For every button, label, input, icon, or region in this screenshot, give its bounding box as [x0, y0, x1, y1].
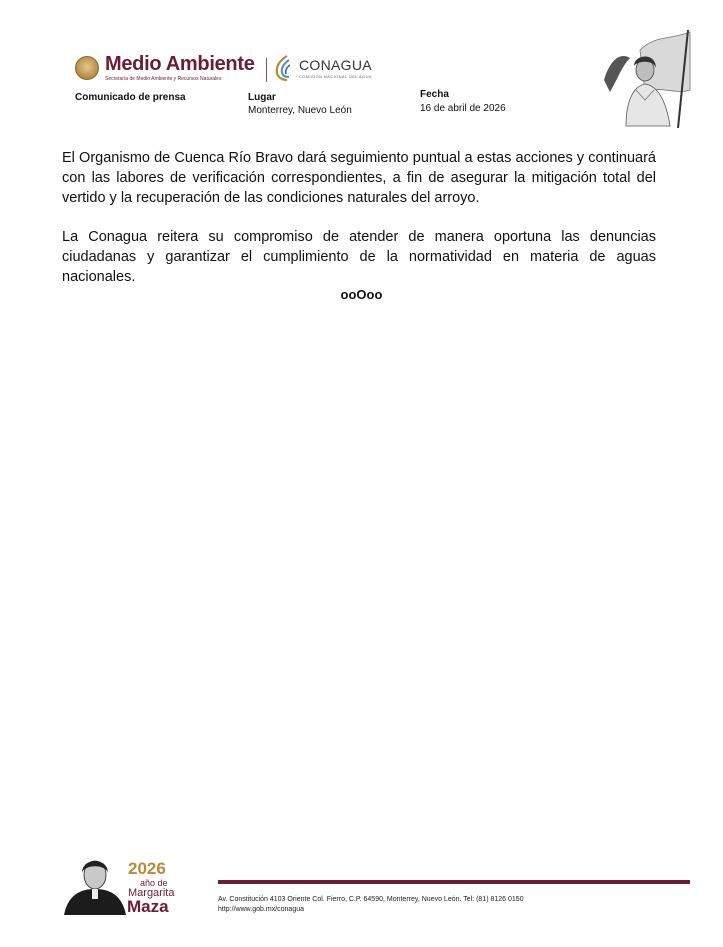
- location-value: Monterrey, Nuevo León: [248, 105, 352, 116]
- location-label: Lugar: [248, 92, 276, 103]
- press-release-label: Comunicado de prensa: [75, 92, 186, 103]
- body-paragraph-1: El Organismo de Cuenca Río Bravo dará seguimiento puntual a estas acciones y continuará con las labores de verificación correspondientes, a fin de asegurar la mitigación total del vertido y la recuperación de las condiciones naturales del arroyo.: [62, 150, 656, 206]
- footer-address: Av. Constitución 4103 Oriente Col. Fierro, C.P. 64590, Monterrey, Nuevo León. Tel: (81) 8126 0150: [218, 896, 524, 903]
- date-value: 16 de abril de 2026: [420, 103, 506, 114]
- conagua-drop-icon: [275, 55, 295, 81]
- conagua-logo: [275, 55, 372, 81]
- year-name-first: Margarita: [128, 887, 175, 899]
- closing-mark: ooOoo: [340, 287, 383, 302]
- year-subtitle: año de: [140, 878, 168, 888]
- body-paragraph-2: La Conagua reitera su compromiso de atender de manera oportuna las denuncias ciudadanas y garantizar el cumplimiento de la normatividad en materia de aguas nacionales.: [62, 229, 656, 285]
- year-number: 2026: [128, 859, 166, 878]
- medio-ambiente-logo: [75, 54, 255, 82]
- logo-divider: [266, 58, 267, 82]
- conagua-title: CONAGUA: [299, 56, 372, 73]
- coat-of-arms-icon: [75, 56, 99, 80]
- footer-divider: [218, 880, 690, 884]
- woman-with-flag-illustration: [600, 30, 692, 128]
- date-label: Fecha: [420, 89, 449, 100]
- margarita-maza-portrait: [62, 855, 128, 915]
- year-name-last: Maza: [127, 897, 169, 916]
- medio-ambiente-title: Medio Ambiente: [105, 53, 255, 75]
- conagua-subtitle: COMISIÓN NACIONAL DEL AGUA: [299, 73, 373, 79]
- medio-ambiente-subtitle: Secretaría de Medio Ambiente y Recursos Naturales: [105, 76, 222, 82]
- footer-url[interactable]: http://www.gob.mx/conagua: [218, 906, 304, 913]
